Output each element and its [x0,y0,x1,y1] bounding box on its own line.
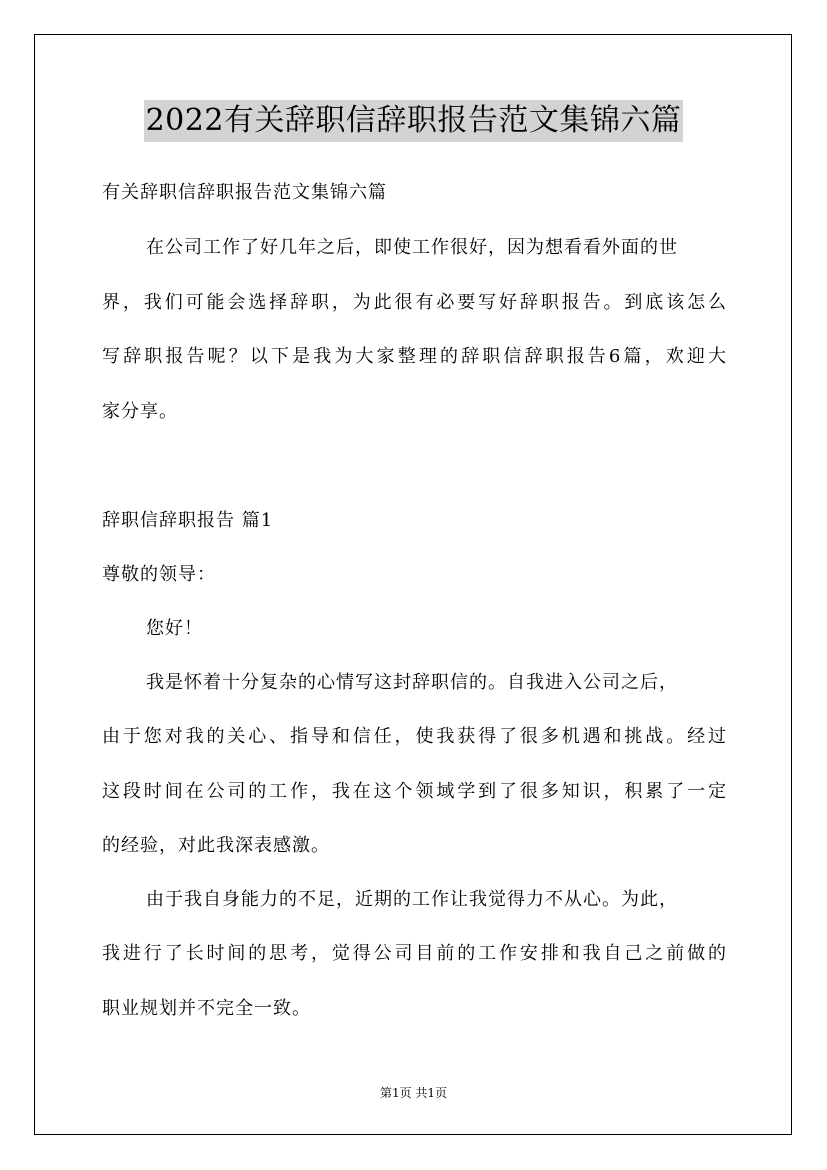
paragraph2-line-3: 职业规划并不完全一致。 [102,998,311,1019]
section-heading: 辞职信辞职报告 篇1 [102,510,274,531]
document-title: 2022有关辞职信辞职报告范文集锦六篇 [144,100,684,142]
greeting: 您好！ [146,618,203,639]
salutation: 尊敬的领导： [102,564,216,585]
intro-line-4: 家分享。 [102,401,178,422]
paragraph1-line-3: 这段时间在公司的工作，我在这个领域学到了很多知识，积累了一定 [102,781,726,802]
paragraph2-line-1: 由于我自身能力的不足，近期的工作让我觉得力不从心。为此， [146,889,678,910]
intro-line-1: 在公司工作了好几年之后，即使工作很好，因为想看看外面的世 [146,237,678,258]
paragraph1-line-4: 的经验，对此我深表感激。 [102,835,330,856]
title-container [0,100,827,142]
page-footer: 第1页 共1页 [379,1086,448,1100]
intro-line-2: 界，我们可能会选择辞职，为此很有必要写好辞职报告。到底该怎么 [102,292,726,313]
paragraph1-line-2: 由于您对我的关心、指导和信任，使我获得了很多机遇和挑战。经过 [102,726,726,747]
paragraph2-line-2: 我进行了长时间的思考，觉得公司目前的工作安排和我自己之前做的 [102,943,726,964]
document-subtitle: 有关辞职信辞职报告范文集锦六篇 [102,182,387,203]
paragraph1-line-1: 我是怀着十分复杂的心情写这封辞职信的。自我进入公司之后， [146,672,678,693]
intro-line-3: 写辞职报告呢？以下是我为大家整理的辞职信辞职报告6篇，欢迎大 [102,346,726,367]
